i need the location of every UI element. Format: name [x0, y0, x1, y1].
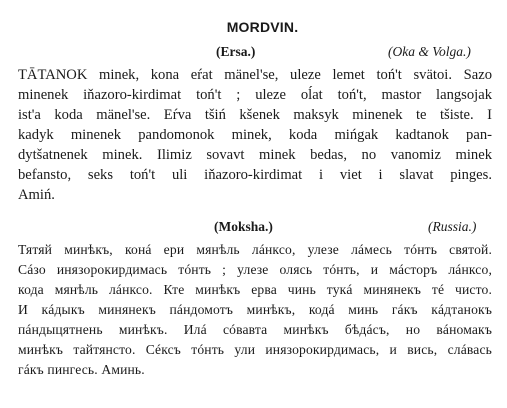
ersa-text-line: ist'a koda mänel'se. Eŕva tšiń kšenek maksyk minenek te tšiste. I [18, 107, 492, 123]
moksha-text-line: гáкъ пингесь. Аминь. [18, 362, 145, 377]
moksha-text-line: минѣкъ тайтянсто. Сéксъ тóнть ули инязорокирдимась, и вись, слáвась [18, 342, 492, 357]
moksha-text-line: пáндыцятнень минѣкъ. Илá сóвавта минѣкъ бѣдáсъ, но вáномакъ [18, 322, 492, 337]
moksha-dialect-heading: (Moksha.) [214, 219, 273, 234]
ersa-region-label: (Oka & Volga.) [388, 44, 471, 59]
moksha-text-line: кода мянѣль лáнксо. Кте минѣкъ ерва чинь тукá минянекъ тé чисто. [18, 282, 492, 297]
moksha-text-line: Сáзо инязорокирдимась тóнть ; улезе олясь тóнть, и мáсторъ лáнксо, [18, 262, 492, 277]
moksha-text-line: И кáдыкъ минянекъ пáндомотъ минѣкъ, кодá минь гáкъ кáдтанокъ [18, 302, 492, 317]
ersa-dialect-heading: (Ersa.) [216, 44, 256, 59]
page-title: MORDVIN. [226, 19, 299, 35]
moksha-region-label: (Russia.) [428, 219, 477, 234]
ersa-text-line: minenek iňazoro-kirdimat toń't ; uleze oĺat toń't, mastor langsojak [18, 87, 492, 103]
ersa-text-line: Amiń. [18, 187, 55, 203]
ersa-text-line: befansto, seks toń't uli iňazoro-kirdimat i viet i slavat pinges. [18, 167, 492, 183]
ersa-text-line: TĀTANOK minek, kona eŕat mänel'se, uleze lemet toń't svätoi. Sazo [18, 67, 492, 83]
moksha-text-line: Тятяй минѣкъ, конá ери мянѣль лáнксо, улезе лáмесь тóнть святой. [18, 242, 492, 257]
ersa-text-line: kadyk minenek pandomonok minek, koda mińgak kadtanok pan- [18, 127, 492, 143]
ersa-text-line: dytšatnenek minek. Ilimiz sovavt minek bedas, no vanomiz minek [18, 147, 492, 163]
